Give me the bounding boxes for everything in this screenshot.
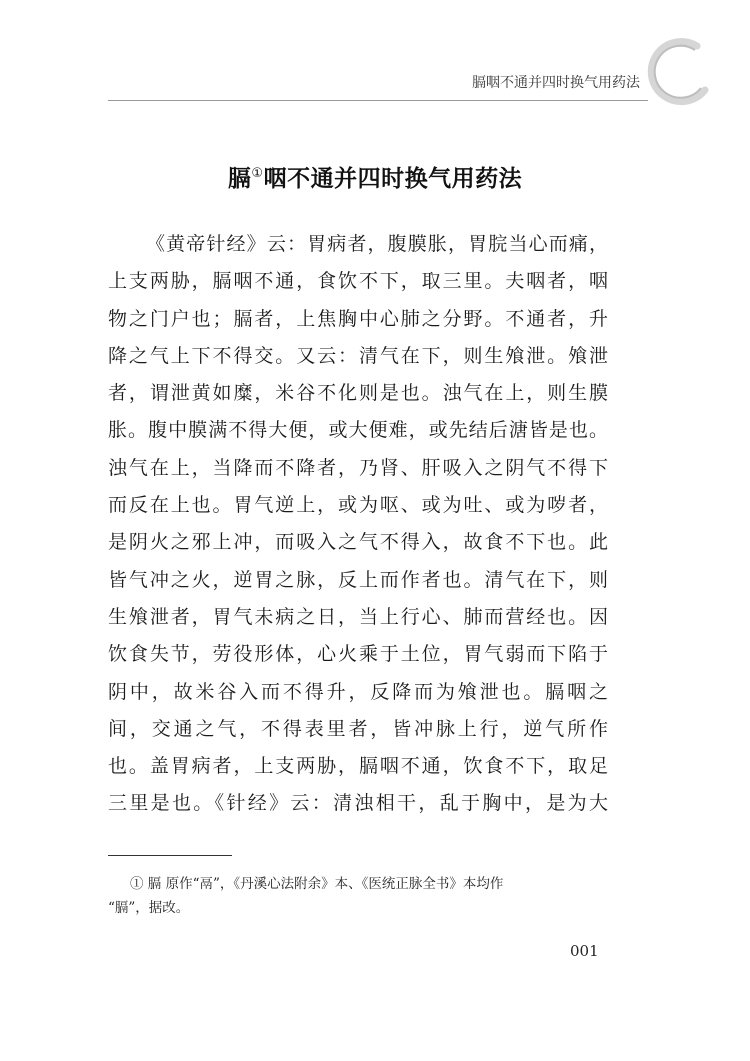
body-line: 三里是也。《针经》云：清浊相干，乱于胸中，是为大 <box>108 792 608 815</box>
body-line: 皆气冲之火，逆胃之脉，反上而作者也。清气在下，则 <box>108 568 608 591</box>
body-line: 浊气在上，当降而不降者，乃肾、肝吸入之阴气不得下 <box>108 456 608 479</box>
body-text <box>108 226 608 823</box>
running-head: 膈咽不通并四时换气用药法 <box>472 75 640 91</box>
body-line: 而反在上也。胃气逆上，或为呕、或为吐、或为哕者， <box>108 494 608 517</box>
body-line: 也。盖胃病者，上支两胁，膈咽不通，饮食不下，取足 <box>108 755 608 778</box>
footnote-rule <box>108 855 232 856</box>
decorative-ring-icon <box>645 38 715 108</box>
title-part-2: 咽不通并四时换气用药法 <box>263 166 523 192</box>
body-line: 生飧泄者，胃气未病之日，当上行心、肺而营经也。因 <box>108 605 608 628</box>
body-line: 间，交通之气，不得表里者，皆冲脉上行，逆气所作 <box>108 717 608 740</box>
body-line: 是阴火之邪上冲，而吸入之气不得入，故食不下也。此 <box>108 531 608 554</box>
body-line: 降之气上下不得交。又云：清气在下，则生飧泄。飧泄 <box>108 344 608 367</box>
body-line: 上支两胁，膈咽不通，食饮不下，取三里。夫咽者，咽 <box>108 270 608 293</box>
body-line: 胀。腹中膜满不得大便，或大便难，或先结后溏皆是也。 <box>108 419 608 442</box>
page-number: 001 <box>570 942 599 960</box>
body-line: 者，谓泄黄如糜，米谷不化则是也。浊气在上，则生膜 <box>108 382 608 405</box>
footnote <box>108 872 608 920</box>
header-rule <box>108 100 648 101</box>
body-line: 物之门户也；膈者，上焦胸中心肺之分野。不通者，升 <box>108 307 608 330</box>
footnote-line: ① 膈 原作“鬲”，《丹溪心法附余》本、《医统正脉全书》本均作 <box>130 876 504 892</box>
footnote-line: “膈”，据改。 <box>108 900 190 916</box>
body-line: 饮食失节，劳役形体，心火乘于土位，胃气弱而下陷于 <box>108 643 608 666</box>
body-line: 阴中，故米谷入而不得升，反降而为飧泄也。膈咽之 <box>108 680 608 703</box>
footnote-reference[interactable]: ① <box>251 166 264 181</box>
body-line: 《黄帝针经》云：胃病者，腹膜胀，胃脘当心而痛， <box>146 233 608 255</box>
chapter-title <box>0 160 750 193</box>
title-part-1: 膈 <box>227 166 252 192</box>
